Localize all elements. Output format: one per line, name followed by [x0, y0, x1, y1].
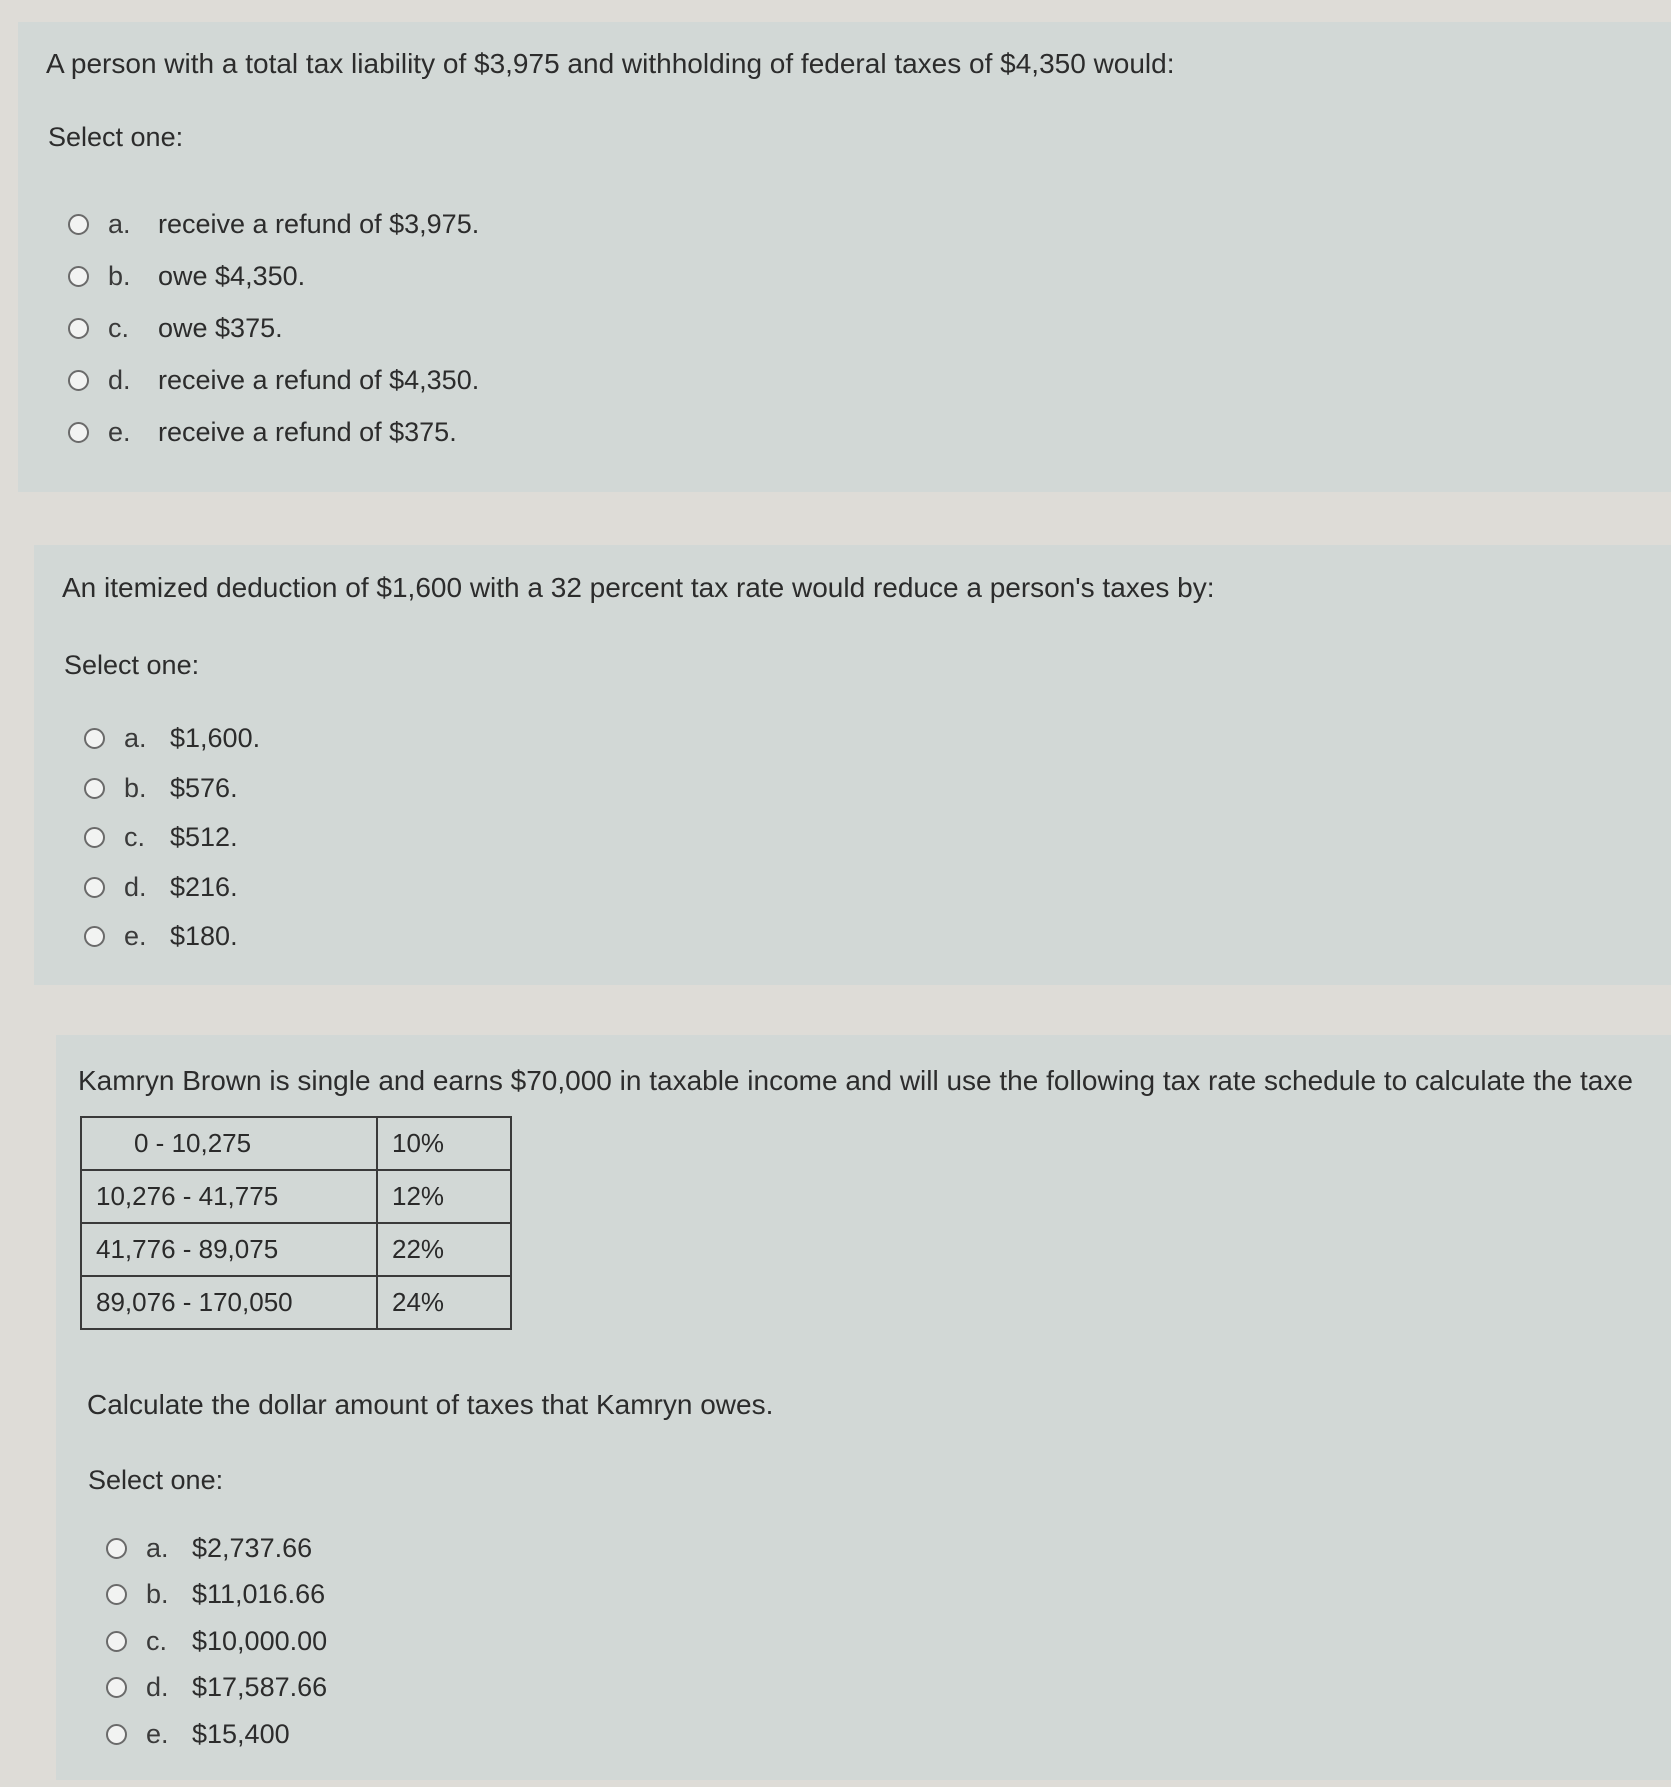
table-cell-income-range: 89,076 - 170,050 — [81, 1276, 377, 1329]
question-3-stem: Kamryn Brown is single and earns $70,000 in taxable income and will use the following tax rate schedule to calculate the taxe — [78, 1065, 1633, 1096]
radio-button-icon[interactable] — [68, 214, 89, 235]
table-cell-tax-rate: 24% — [377, 1276, 511, 1329]
table-row — [81, 1223, 511, 1276]
table-cell-income-range: 0 - 10,275 — [81, 1117, 377, 1170]
option-text: owe $375. — [158, 312, 283, 343]
option-text: owe $4,350. — [158, 260, 306, 291]
question-1-stem: A person with a total tax liability of $3,975 and withholding of federal taxes of $4,350 would: — [46, 48, 1175, 79]
question-2-option-e[interactable] — [84, 912, 260, 962]
tax-rate-schedule-table — [80, 1116, 512, 1330]
question-1-options — [68, 198, 479, 458]
option-letter: d. — [124, 871, 147, 902]
question-1-option-d[interactable] — [68, 354, 479, 406]
question-1-option-b[interactable] — [68, 250, 479, 302]
table-cell-income-range: 41,776 - 89,075 — [81, 1223, 377, 1276]
option-letter: d. — [108, 364, 131, 395]
table-row — [81, 1276, 511, 1329]
option-text: $17,587.66 — [192, 1672, 328, 1703]
option-text: $2,737.66 — [192, 1532, 313, 1563]
question-3-option-a[interactable] — [106, 1525, 327, 1572]
table-cell-tax-rate: 12% — [377, 1170, 511, 1223]
question-1-option-c[interactable] — [68, 302, 479, 354]
option-text: $15,400 — [192, 1718, 290, 1749]
radio-button-icon[interactable] — [106, 1584, 127, 1605]
radio-button-icon[interactable] — [84, 827, 105, 848]
table-cell-tax-rate: 22% — [377, 1223, 511, 1276]
radio-button-icon[interactable] — [106, 1724, 127, 1745]
option-text: receive a refund of $3,975. — [158, 208, 480, 239]
radio-button-icon[interactable] — [68, 318, 89, 339]
option-text: receive a refund of $4,350. — [158, 364, 480, 395]
question-3-prompt: Calculate the dollar amount of taxes that Kamryn owes. — [87, 1389, 774, 1420]
option-letter: c. — [124, 822, 146, 853]
table-cell-income-range: 10,276 - 41,775 — [81, 1170, 377, 1223]
option-letter: e. — [124, 921, 147, 952]
option-text: $11,016.66 — [192, 1579, 326, 1610]
question-2-panel — [34, 545, 1671, 985]
radio-button-icon[interactable] — [68, 266, 89, 287]
option-letter: b. — [124, 772, 147, 803]
option-letter: c. — [146, 1625, 168, 1656]
question-2-select-label: Select one: — [64, 650, 200, 680]
question-3-option-e[interactable] — [106, 1711, 327, 1758]
option-text: $512. — [170, 822, 238, 853]
question-3-option-b[interactable] — [106, 1572, 327, 1619]
option-letter: e. — [108, 416, 131, 447]
question-1-option-a[interactable] — [68, 198, 479, 250]
radio-button-icon[interactable] — [106, 1677, 127, 1698]
radio-button-icon[interactable] — [84, 926, 105, 947]
option-text: $216. — [170, 871, 238, 902]
table-cell-tax-rate: 10% — [377, 1117, 511, 1170]
option-letter: a. — [146, 1532, 169, 1563]
option-text: $180. — [170, 921, 238, 952]
question-2-stem: An itemized deduction of $1,600 with a 32 percent tax rate would reduce a person's taxes by: — [62, 572, 1215, 603]
option-letter: a. — [124, 723, 147, 754]
option-letter: c. — [108, 312, 130, 343]
question-3-option-c[interactable] — [106, 1618, 327, 1665]
question-2-option-d[interactable] — [84, 863, 260, 913]
question-1-panel — [18, 22, 1671, 492]
option-letter: b. — [108, 260, 131, 291]
table-row — [81, 1117, 511, 1170]
option-letter: d. — [146, 1672, 169, 1703]
question-2-option-b[interactable] — [84, 764, 260, 814]
option-text: $1,600. — [170, 723, 261, 754]
option-letter: e. — [146, 1718, 169, 1749]
radio-button-icon[interactable] — [84, 778, 105, 799]
table-row — [81, 1170, 511, 1223]
option-text: $10,000.00 — [192, 1625, 328, 1656]
radio-button-icon[interactable] — [84, 877, 105, 898]
radio-button-icon[interactable] — [68, 422, 89, 443]
question-3-options — [106, 1525, 327, 1758]
question-3-option-d[interactable] — [106, 1665, 327, 1712]
question-1-select-label: Select one: — [48, 122, 184, 152]
question-3-select-label: Select one: — [88, 1465, 224, 1495]
option-text: $576. — [170, 772, 238, 803]
question-1-option-e[interactable] — [68, 406, 479, 458]
question-3-panel — [56, 1035, 1671, 1780]
question-2-option-a[interactable] — [84, 714, 260, 764]
option-letter: b. — [146, 1579, 169, 1610]
question-2-options — [84, 714, 260, 962]
radio-button-icon[interactable] — [84, 728, 105, 749]
radio-button-icon[interactable] — [106, 1631, 127, 1652]
question-2-option-c[interactable] — [84, 813, 260, 863]
option-letter: a. — [108, 208, 131, 239]
option-text: receive a refund of $375. — [158, 416, 457, 447]
radio-button-icon[interactable] — [68, 370, 89, 391]
radio-button-icon[interactable] — [106, 1538, 127, 1559]
